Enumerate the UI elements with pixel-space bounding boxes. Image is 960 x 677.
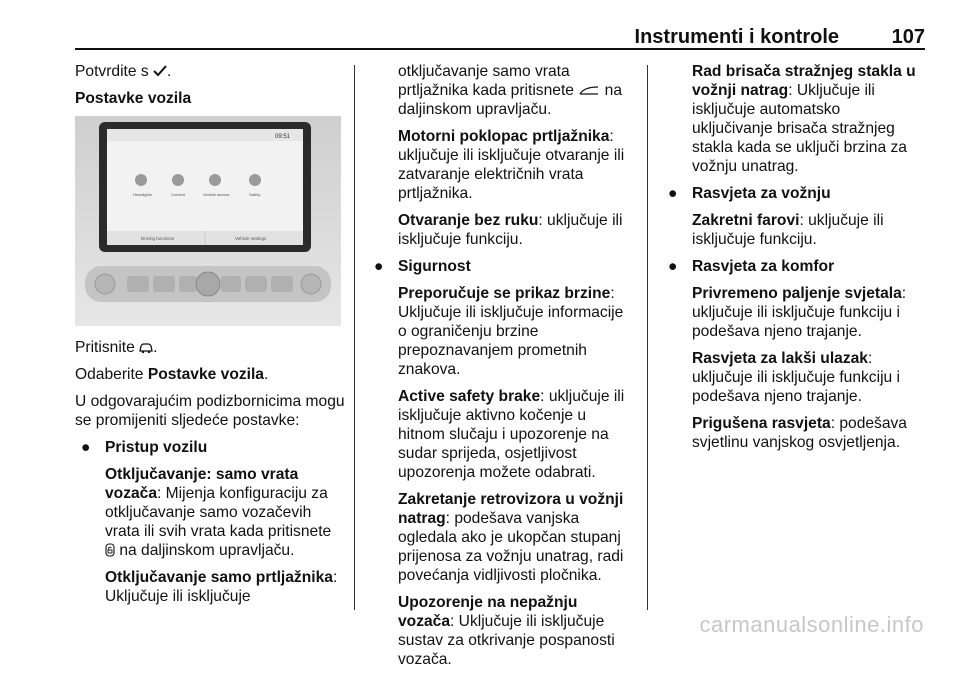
display-screen (107, 129, 303, 245)
tile-label: Vehicle access (203, 192, 230, 197)
wiper-setting: Rad brisača stražnjeg stakla u vožnji natrag: Uključuje ili isključuje automatsko uključivanje brisača stražnjeg stakla kada se uključi brzina za vožnju unatrag. (692, 63, 916, 175)
safety-icon (249, 174, 261, 186)
mirror-setting: Zakretanje retrovizora u vožnji natrag: podešava vanjska ogledala ako je ukopčan stupanj prijenosa za vožnju unatrag, radi povećanja vidljivosti pločnika. (398, 491, 624, 584)
tab-vehicle-settings: Vehicle settings (235, 236, 267, 241)
comfort-icon (172, 174, 184, 186)
tile-label: Safety (249, 192, 261, 197)
entry-lights-setting: Rasvjeta za lakši ulazak: uključuje ili isključuje funkciju i podešava njeno trajanje. (692, 350, 901, 405)
temp-lights-setting: Privremeno paljenje svjetala: uključuje ili isključuje funkciju i podešava njeno trajanje. (692, 285, 907, 340)
keyless-setting: Otvaranje bez ruku: uključuje ili isključuje funkciju. (398, 212, 623, 248)
header-title: Instrumenti i kontrole (634, 26, 839, 48)
bullet-driving-lights: ● Rasvjeta za vožnju (668, 185, 831, 202)
infotainment-photo (75, 116, 341, 326)
column-1 (75, 62, 345, 614)
cornering-setting: Zakretni farovi: uključuje ili isključuje funkciju. (692, 212, 884, 248)
bullet-access: ● Pristup vozilu (81, 439, 208, 456)
column-2 (368, 62, 636, 677)
trunk-unlock-setting: Otključavanje samo prtljažnika: Uključuje ili isključuje (105, 569, 338, 605)
brake-setting: Active safety brake: uključuje ili isključuje aktivno kočenje u hitnom slučaju i upozorenje na sudar sprijeda, osjetljivost upozorenja možete odabrati. (398, 388, 625, 481)
checkmark-icon (153, 64, 167, 78)
tile-label: Headlights (133, 192, 152, 197)
power-tailgate-setting: Motorni poklopac prtljažnika: uključuje ili isključuje otvaranje ili zatvaranje električnih vrata prtljažnika. (398, 128, 625, 202)
watermark: carmanualsonline.info (699, 612, 924, 637)
page-header (75, 26, 925, 48)
header-rule (75, 48, 925, 50)
headlights-icon (135, 174, 147, 186)
tab-driving-functions: Driving functions (141, 236, 175, 241)
column-divider (647, 65, 648, 610)
car-icon (139, 342, 153, 354)
column-divider (354, 65, 355, 610)
unlock-key-icon (105, 543, 115, 557)
volume-knob (196, 272, 220, 296)
press-line: Pritisnite . (75, 339, 158, 356)
column-3 (662, 62, 924, 460)
confirm-text: Potvrdite s (75, 63, 149, 80)
status-time: 09:51 (275, 134, 291, 140)
vehicle-access-icon (209, 174, 221, 186)
dimmed-lights-setting: Prigušena rasvjeta: podešava svjetlinu vanjskog osvjetljenja. (692, 415, 907, 451)
bullet-dot: ● (81, 439, 91, 456)
section-heading: Postavke vozila (75, 90, 192, 107)
submenu-text: U odgovarajućim podizbornicima mogu se promijeniti sljedeće postavke: (75, 393, 345, 429)
bullet-safety: ● Sigurnost (374, 258, 471, 275)
select-line: Odaberite Postavke vozila. (75, 366, 269, 383)
hazard-button (95, 274, 115, 294)
unlock-setting: Otključavanje: samo vrata vozača: Mijenja konfiguraciju za otključavanje samo vozačevih vrata ili svih vrata kada pritisnete na daljinskom upravljaču. (105, 466, 332, 559)
bullet-dot: ● (668, 258, 678, 275)
tailgate-icon (578, 85, 600, 97)
side-button (301, 274, 321, 294)
bullet-comfort-lights: ● Rasvjeta za komfor (668, 258, 835, 275)
page-number: 107 (891, 26, 925, 48)
trunk-unlock-continued: otključavanje samo vrata prtljažnika kada pritisnete na daljinskom upravljaču. (398, 63, 623, 118)
bullet-dot: ● (668, 185, 678, 202)
confirm-line: Potvrdite s . (75, 63, 172, 80)
drowsy-setting: Upozorenje na nepažnju vozača: Uključuje ili isključuje sustav za otkrivanje pospanosti vozača. (398, 594, 615, 668)
tile-label: Comfort (171, 192, 186, 197)
sign-setting: Preporučuje se prikaz brzine: Uključuje ili isključuje informacije o ograničenju brzine prepoznavanjem prometnih znakova. (398, 285, 624, 378)
bullet-dot: ● (374, 258, 384, 275)
